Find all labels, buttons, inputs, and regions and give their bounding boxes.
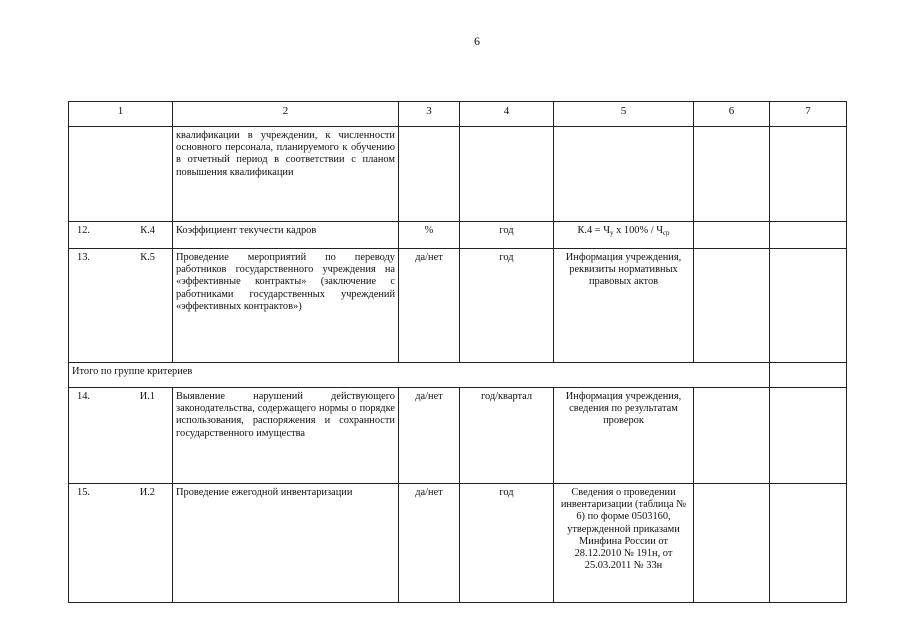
table-row (69, 222, 847, 249)
cell-col7 (770, 484, 847, 603)
cell-unit: % (399, 222, 460, 249)
cell-col6 (694, 484, 770, 603)
page-number: 6 (474, 34, 480, 48)
cell-source: Сведения о проведении инвентаризации (таблица № 6) по форме 0503160, утвержденной приказами Минфина России от 28.12.2010 № 191н, от 25.03.2011 № 33н (554, 484, 694, 603)
formula-subscript: ср (662, 229, 670, 237)
cell-col6 (694, 388, 770, 484)
cell-col6 (694, 249, 770, 363)
cell-source (554, 222, 694, 249)
cell-source (554, 127, 694, 222)
header-cell: 3 (399, 102, 460, 127)
row-number: 13. (77, 252, 90, 263)
cell-col6 (694, 222, 770, 249)
row-code: К.5 (140, 252, 155, 263)
cell-col7 (770, 222, 847, 249)
table-row (69, 249, 847, 363)
formula-part: К.4 = Ч (577, 225, 610, 236)
header-cell: 1 (69, 102, 173, 127)
cell-source: Информация учреждения, сведения по результатам проверок (554, 388, 694, 484)
table-row (69, 388, 847, 484)
cell-unit: да/нет (399, 484, 460, 603)
row-number: 14. (77, 391, 90, 402)
cell-period: год (460, 249, 554, 363)
header-cell: 4 (460, 102, 554, 127)
row-code: И.2 (139, 487, 155, 498)
row-code: К.4 (140, 225, 155, 236)
cell-col7 (770, 363, 847, 388)
cell-col7 (770, 127, 847, 222)
cell-col7 (770, 388, 847, 484)
cell-period: год (460, 484, 554, 603)
group-total-label: Итого по группе критериев (69, 363, 770, 388)
row-number: 15. (77, 487, 90, 498)
cell-number (69, 127, 173, 222)
cell-description: Проведение ежегодной инвентаризации (173, 484, 399, 603)
cell-unit (399, 127, 460, 222)
row-number: 12. (77, 225, 90, 236)
header-cell: 2 (173, 102, 399, 127)
cell-number (69, 222, 173, 249)
criteria-table (68, 101, 847, 603)
cell-description: Проведение мероприятий по переводу работников государственного учреждения на «эффективные контракты» (заключение с работниками государственных учреждений «эффективных контрактов») (173, 249, 399, 363)
header-cell: 5 (554, 102, 694, 127)
row-code: И.1 (139, 391, 155, 402)
cell-description: Коэффициент текучести кадров (173, 222, 399, 249)
cell-period: год (460, 222, 554, 249)
cell-description: Выявление нарушений действующего законодательства, содержащего нормы о порядке использования, распоряжения и сохранности государственного имущества (173, 388, 399, 484)
cell-col7 (770, 249, 847, 363)
table-header-row (69, 102, 847, 127)
cell-description: квалификации в учреждении, к численности основного персонала, планируемого к обучению в отчетный период в соответствии с планом повышения квалификации (173, 127, 399, 222)
group-total-row (69, 363, 847, 388)
formula-subscript: у (609, 229, 614, 237)
cell-number (69, 249, 173, 363)
cell-source: Информация учреждения, реквизиты нормативных правовых актов (554, 249, 694, 363)
table-row (69, 484, 847, 603)
cell-period (460, 127, 554, 222)
cell-number (69, 484, 173, 603)
cell-period: год/квартал (460, 388, 554, 484)
formula-part: х 100% / Ч (613, 225, 663, 236)
cell-unit: да/нет (399, 249, 460, 363)
header-cell: 7 (770, 102, 847, 127)
header-cell: 6 (694, 102, 770, 127)
cell-unit: да/нет (399, 388, 460, 484)
cell-number (69, 388, 173, 484)
table-row-continuation (69, 127, 847, 222)
cell-col6 (694, 127, 770, 222)
